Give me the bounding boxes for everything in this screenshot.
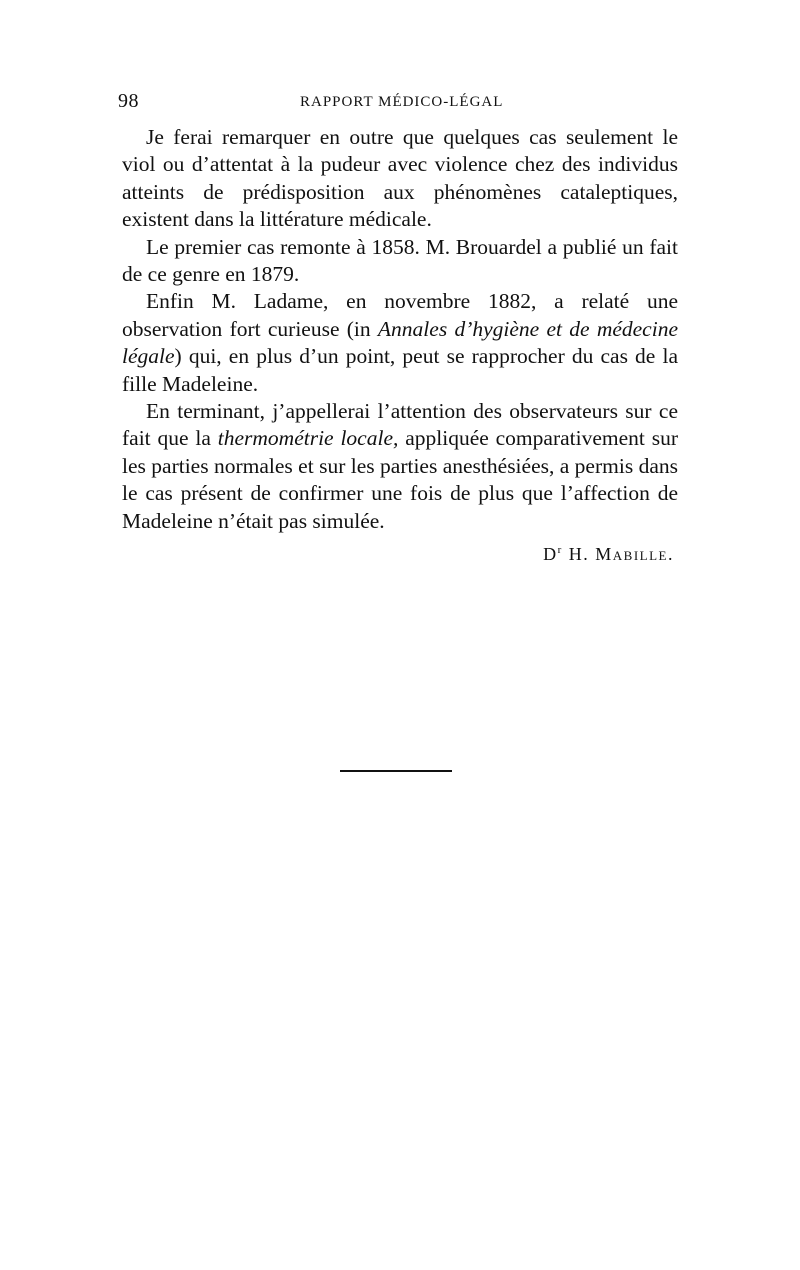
paragraph-3 — [122, 288, 678, 398]
paragraph-3-text-a: Enfin M. Ladame, en novembre 1882, a relaté une observation fort curieuse (in — [122, 289, 678, 341]
end-rule — [340, 770, 452, 772]
journal-title: Annales d’hygiène et de médecine légale — [122, 316, 678, 369]
paragraph-4-text-b: appliquée comparativement sur les parties normales et sur les parties anesthésiées, a permis dans le cas présent de confirmer une fois de plus que l’affection de Madeleine n’était pas simulée. — [122, 426, 678, 533]
emphasis-term: thermométrie locale, — [217, 426, 399, 451]
paragraph-2 — [122, 234, 678, 289]
paragraph-1 — [122, 124, 678, 234]
paragraph-2-text: Le premier cas remonte à 1858. M. Brouardel a publié un fait de ce genre en 1879. — [122, 234, 678, 287]
signature-prefix: D — [543, 544, 558, 565]
paragraph-4-text-a: En terminant, j’appellerai l’attention des observateurs sur ce fait que la — [122, 399, 678, 451]
paragraph-3-text-b: ) qui, en plus d’un point, peut se rapprocher du cas de la fille Madeleine. — [122, 344, 678, 396]
paragraph-4 — [122, 398, 678, 535]
signature-prefix-sup: r — [557, 544, 563, 557]
paragraph-1-text: Je ferai remarquer en outre que quelques cas seulement le viol ou d’attentat à la pudeur avec violence chez des individus atteints de prédisposition aux phénomènes cataleptiques, existent dans la littérature médicale. — [122, 125, 678, 232]
page-number: 98 — [118, 90, 139, 112]
running-head: RAPPORT MÉDICO-LÉGAL — [300, 94, 504, 110]
page-header — [118, 90, 678, 114]
body-text — [122, 124, 678, 569]
signature-name: H. Mabille. — [568, 544, 674, 565]
signature — [122, 537, 678, 568]
